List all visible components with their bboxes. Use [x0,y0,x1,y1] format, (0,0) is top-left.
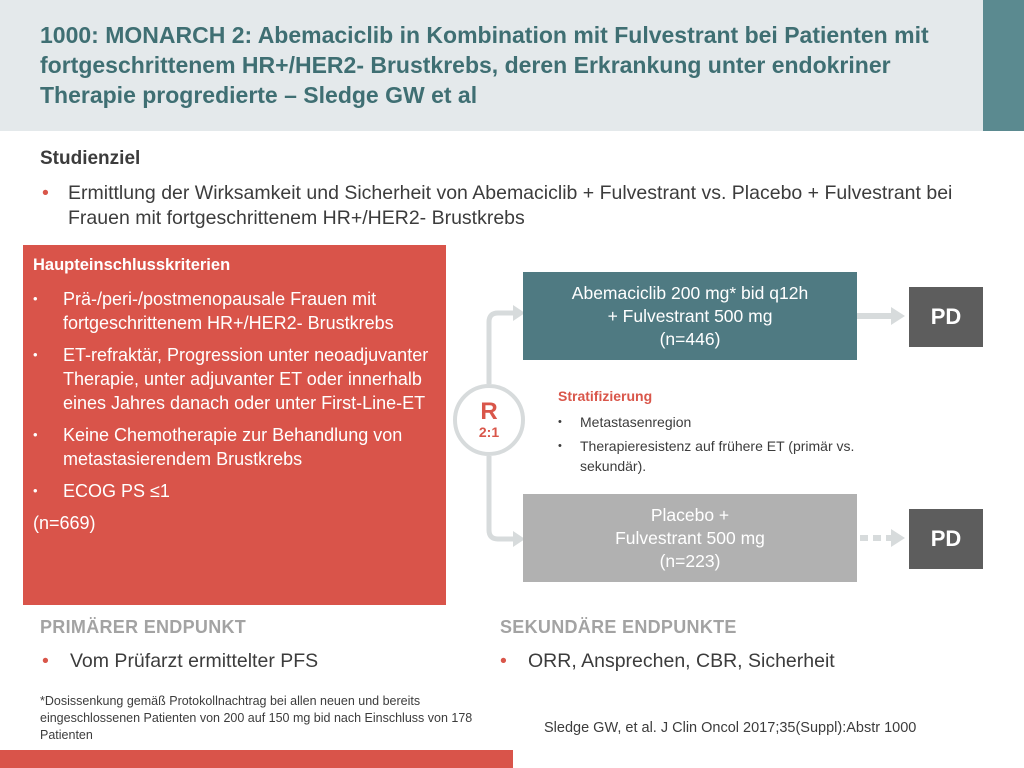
lower-branch-line [489,456,515,539]
arm1-line1: Abemaciclib 200 mg* bid q12h [571,282,809,303]
inclusion-item-text: ECOG PS ≤1 [63,481,170,501]
inclusion-total [33,511,443,535]
arm1-line3: (n=446) [659,328,721,349]
bullet-icon: • [42,650,49,672]
randomization-circle [453,384,525,456]
bullet-icon: • [558,440,562,452]
primary-endpoint-text: Vom Prüfarzt ermittelter PFS [70,650,319,672]
footnote: *Dosissenkung gemäß Protokollnachtrag bei allen neuen und bereits eingeschlossenen Patienten von 200 auf 150 mg bid nach Einschluss von 178 Patienten [40,694,473,742]
arm1-arrowhead [891,307,905,325]
arm2-arrowhead [891,529,905,547]
citation: Sledge GW, et al. J Clin Oncol 2017;35(Suppl):Abstr 1000 [544,720,917,736]
inclusion-heading: Haupteinschlusskriterien [33,256,231,274]
inclusion-item [33,287,443,335]
slide-title: 1000: MONARCH 2: Abemaciclib in Kombination mit Fulvestrant bei Patienten mit fortgeschrittenem HR+/HER2- Brustkrebs, deren Erkrankung unter endokriner Therapie progredierte – Sledge GW et al [40,22,929,108]
inclusion-item-text: ET-refraktär, Progression unter neoadjuvanter Therapie, unter adjuvanter ET oder innerhalb eines Jahres danach oder unter First-Line-ET [63,345,429,413]
arm2-line2: Fulvestrant 500 mg [615,527,765,548]
primary-endpoint-bullet [42,648,318,674]
bullet-icon: • [33,347,38,362]
arm2-line3: (n=223) [659,550,721,571]
inclusion-criteria-box [23,245,446,605]
bullet-icon: • [558,416,562,428]
randomization-letter: R [480,398,498,425]
bullet-icon: • [33,427,38,442]
secondary-endpoints-heading: SEKUNDÄRE ENDPUNKTE [500,617,737,637]
stratification-item [558,436,918,476]
stratification-list [558,412,918,480]
study-aim-text: Ermittlung der Wirksamkeit und Sicherheit von Abemaciclib + Fulvestrant vs. Placebo + Fulvestrant bei Frauen mit fortgeschrittenem HR+/HER2- Brustkrebs [68,182,953,229]
arm2-line1: Placebo + [650,504,730,525]
inclusion-item [33,479,443,503]
stratification-item-text: Metastasenregion [580,414,692,430]
primary-endpoint-heading: PRIMÄRER ENDPUNKT [40,617,247,637]
stratification-heading: Stratifizierung [558,388,653,404]
arm1-pd-box: PD [909,287,983,347]
secondary-endpoints-text: ORR, Ansprechen, CBR, Sicherheit [528,650,835,672]
arm1-line2: + Fulvestrant 500 mg [607,305,773,326]
inclusion-list [33,287,443,543]
bullet-icon: • [500,650,507,672]
bullet-icon: • [33,483,38,498]
inclusion-item-text: Keine Chemotherapie zur Behandlung von metastasierendem Brustkrebs [63,425,403,469]
bullet-icon: • [33,291,38,306]
randomization-ratio: 2:1 [478,424,500,440]
inclusion-item [33,343,443,415]
arm-placebo-box [523,494,857,582]
inclusion-item-text: Prä-/peri-/postmenopausale Frauen mit fortgeschrittenem HR+/HER2- Brustkrebs [63,289,394,333]
bullet-icon: • [42,182,49,204]
stratification-item-text: Therapieresistenz auf frühere ET (primär vs. sekundär). [580,438,855,474]
arm2-pd-box: PD [909,509,983,569]
inclusion-item [33,423,443,471]
inclusion-n: (n=669) [33,513,96,533]
study-aim-heading: Studienziel [40,148,141,169]
stratification-item [558,412,918,432]
arm-abemaciclib-box [523,272,857,360]
bottom-accent-bar [0,750,513,768]
upper-branch-line [489,313,515,384]
secondary-endpoints-bullet [500,648,835,674]
